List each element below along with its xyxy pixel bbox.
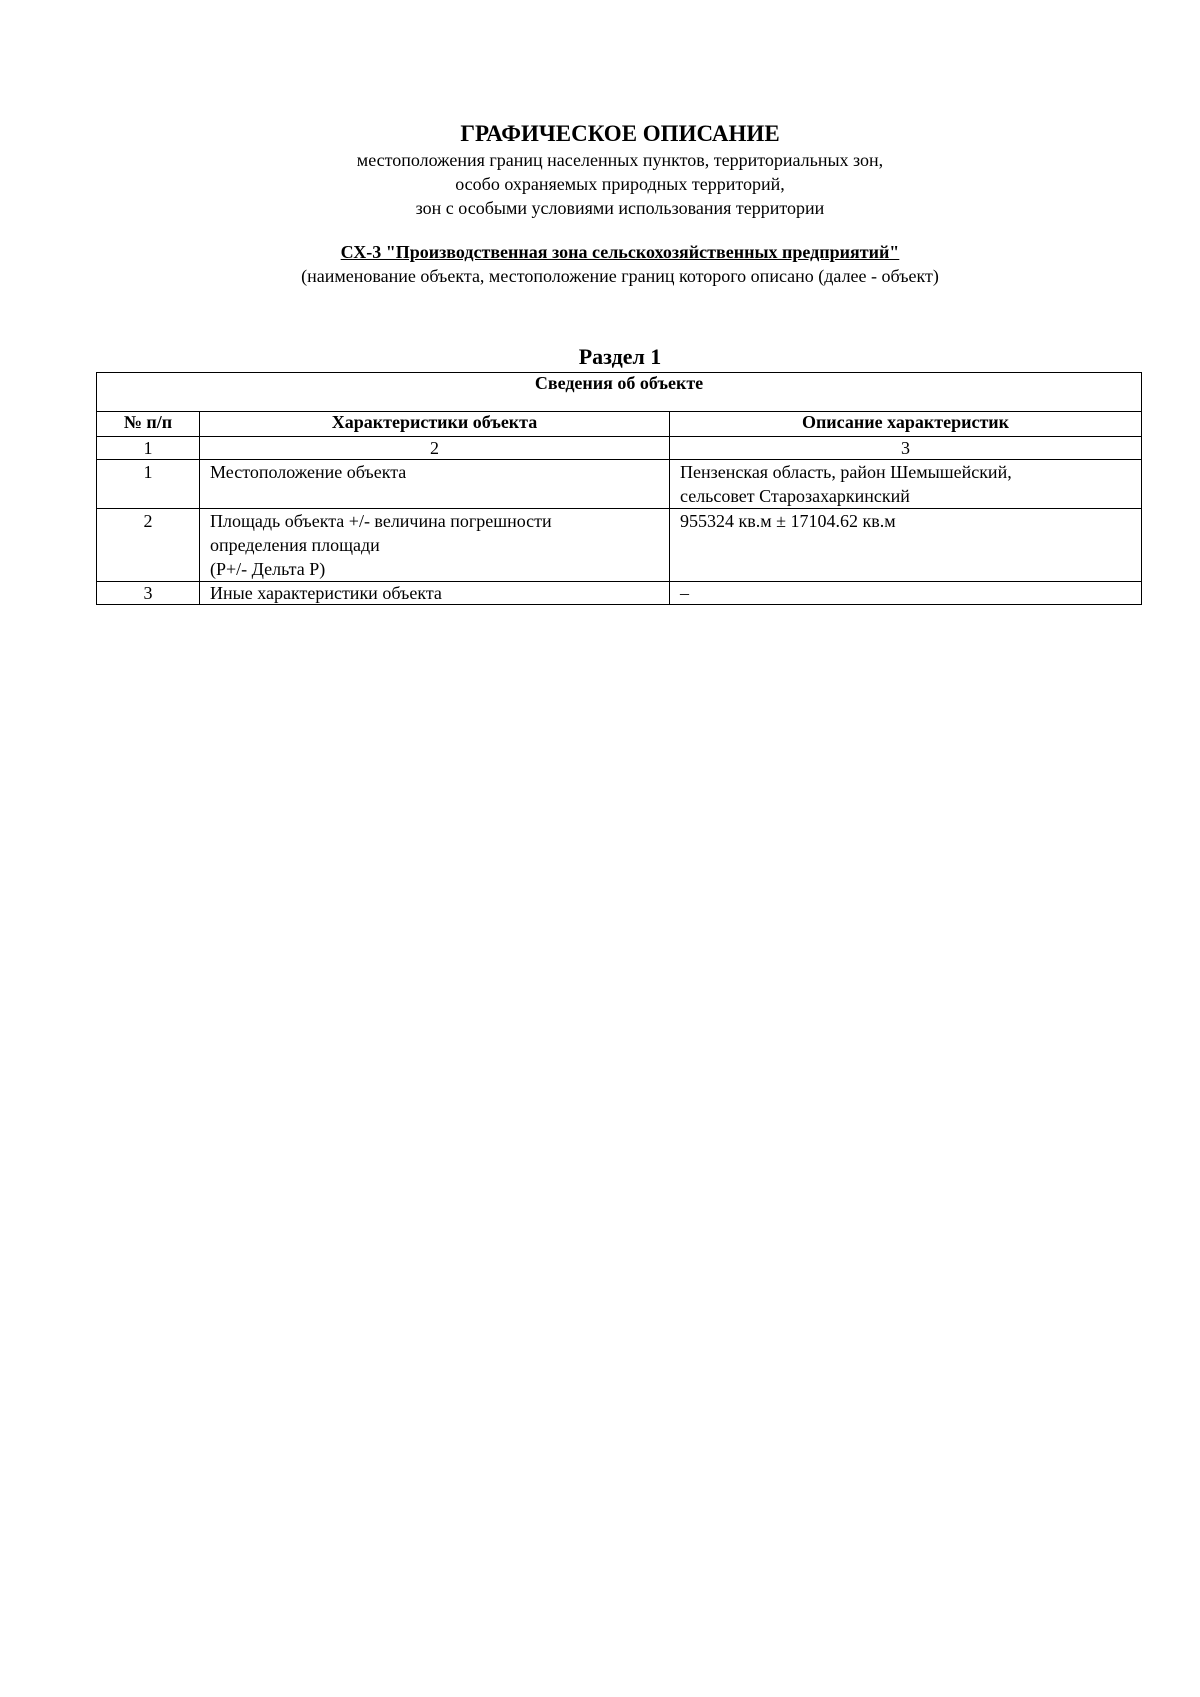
row-characteristic-line: Иные характеристики объекта [210,583,442,603]
table-caption-row [97,373,1142,412]
column-number-row [97,437,1142,460]
title-subline-1: местоположения границ населенных пунктов, территориальных зон, [356,150,884,170]
column-number-3: 3 [670,437,1142,460]
header-characteristics: Характеристики объекта [200,412,670,437]
row-description-line: – [680,583,689,603]
column-number-1: 1 [97,437,200,460]
header-number: № п/п [97,412,200,437]
object-name: СХ-3 "Производственная зона сельскохозяйственных предприятий" [340,242,900,262]
row-number: 3 [97,582,200,605]
object-info-table [96,372,1142,605]
row-description [670,460,1142,509]
header-description: Описание характеристик [670,412,1142,437]
row-characteristic-line: Площадь объекта +/- величина погрешности [210,511,552,531]
row-description [670,509,1142,582]
row-description-line: Пензенская область, район Шемышейский, [680,462,1012,482]
row-characteristic [200,582,670,605]
document-title: ГРАФИЧЕСКОЕ ОПИСАНИЕ [460,121,780,146]
row-number: 2 [97,509,200,582]
row-characteristic-line: определения площади [210,535,380,555]
row-characteristic [200,509,670,582]
row-description-line: 955324 кв.м ± 17104.62 кв.м [680,511,896,531]
row-characteristic [200,460,670,509]
row-characteristic-line: (P+/- Дельта P) [210,559,326,579]
table-row [97,460,1142,509]
column-number-2: 2 [200,437,670,460]
row-description [670,582,1142,605]
document-header [0,120,1200,220]
row-description-line: сельсовет Старозахаркинский [680,486,910,506]
title-subline-3: зон с особыми условиями использования территории [415,198,825,218]
table-row [97,582,1142,605]
object-block [0,240,1200,288]
table-caption: Сведения об объекте [97,373,1142,412]
title-subline-2: особо охраняемых природных территорий, [455,174,785,194]
row-characteristic-line: Местоположение объекта [210,462,407,482]
row-number: 1 [97,460,200,509]
object-note: (наименование объекта, местоположение границ которого описано (далее - объект) [301,266,939,286]
section-title: Раздел 1 [578,344,662,369]
table-header-row [97,412,1142,437]
table-row [97,509,1142,582]
